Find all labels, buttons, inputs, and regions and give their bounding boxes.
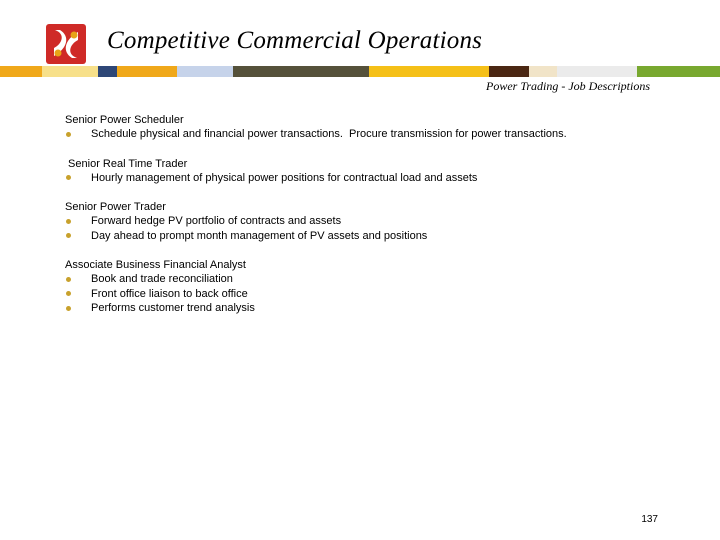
list-item-text: Book and trade reconciliation	[91, 273, 233, 285]
list-item	[65, 214, 685, 229]
list-item-text: Forward hedge PV portfolio of contracts and assets	[91, 215, 342, 227]
color-bar-segment	[0, 66, 42, 77]
list-item	[65, 287, 685, 302]
color-bar-segment	[369, 66, 489, 77]
color-bar-segment	[42, 66, 98, 77]
bullet-icon	[66, 175, 71, 180]
list-item-text: Front office liaison to back office	[91, 287, 248, 300]
list-item	[65, 301, 685, 316]
color-bar-segment	[98, 66, 117, 77]
job-section	[65, 258, 685, 316]
job-descriptions	[65, 113, 685, 331]
page-number: 137	[641, 514, 658, 525]
color-bar-segment	[233, 66, 369, 77]
job-section	[65, 200, 685, 243]
list-item	[65, 272, 685, 287]
list-item	[65, 171, 685, 186]
company-logo-icon	[46, 24, 86, 64]
color-bar-segment	[557, 66, 637, 77]
job-title: Senior Power Trader	[65, 201, 166, 213]
job-title: Senior Real Time Trader	[65, 157, 188, 170]
bullet-icon	[66, 291, 71, 296]
list-item	[65, 229, 685, 244]
header-color-bar	[0, 66, 720, 77]
bullet-icon	[66, 219, 71, 224]
bullet-icon	[66, 306, 71, 311]
bullet-icon	[66, 277, 71, 282]
list-item	[65, 127, 685, 142]
color-bar-segment	[529, 66, 557, 77]
job-section	[65, 113, 685, 142]
color-bar-segment	[637, 66, 720, 77]
job-title: Senior Power Scheduler	[65, 114, 184, 126]
job-title: Associate Business Financial Analyst	[65, 259, 246, 271]
list-item-text: Day ahead to prompt month management of PV assets and positions	[91, 229, 428, 242]
page-title: Competitive Commercial Operations	[107, 27, 483, 54]
page-subtitle: Power Trading - Job Descriptions	[486, 79, 650, 93]
color-bar-segment	[489, 66, 529, 77]
list-item-text: Performs customer trend analysis	[91, 302, 255, 314]
color-bar-segment	[117, 66, 177, 77]
list-item-text: Schedule physical and financial power transactions. Procure transmission for power transactions.	[91, 128, 567, 140]
color-bar-segment	[177, 66, 233, 77]
list-item-text: Hourly management of physical power positions for contractual load and assets	[91, 171, 478, 184]
bullet-icon	[66, 233, 71, 238]
job-section	[65, 157, 685, 186]
bullet-icon	[66, 132, 71, 137]
